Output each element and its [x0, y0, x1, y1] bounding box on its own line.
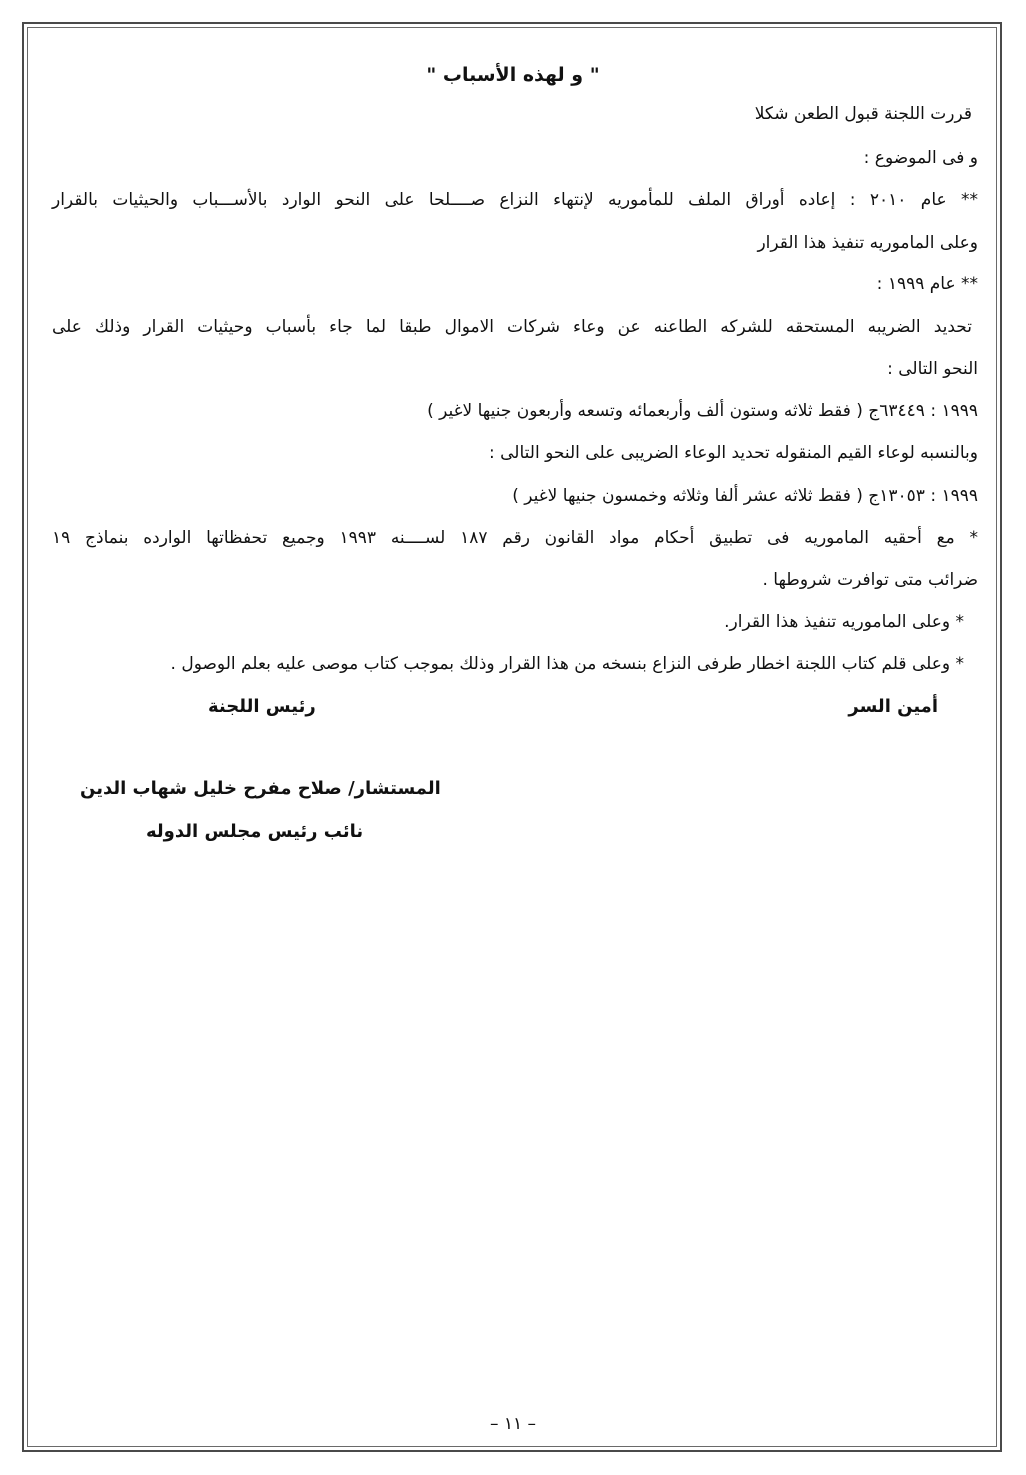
paragraph-tax-determination-line2: النحو التالى :: [887, 359, 978, 379]
paragraph-notification: * وعلى قلم كتاب اللجنة اخطار طرفى النزاع بنسخه من هذا القرار وذلك بموجب كتاب موصى عليه بعلم الوصول .: [170, 654, 964, 674]
paragraph-year-2010-line1: ** عام ٢٠١٠ : إعاده أوراق الملف للمأموريه لإنتهاء النزاع صــــلحا على النحو الوارد بالأســـباب والحيثيات بالقرار: [52, 190, 979, 210]
paragraph-entitlement-line1: * مع أحقيه الماموريه فى تطبيق أحكام مواد القانون رقم ١٨٧ لســــنه ١٩٩٣ وجميع تحفظاتها الوارده بنماذج ١٩: [52, 528, 978, 548]
paragraph-securities-base: وبالنسبه لوعاء القيم المنقوله تحديد الوعاء الضريبى على النحو التالى :: [489, 443, 978, 463]
paragraph-acceptance: قررت اللجنة قبول الطعن شكلا: [754, 104, 972, 124]
paragraph-tax-amount-1: ١٩٩٩ : ٦٣٤٤٩ج ( فقط ثلاثه وستون ألف وأربعمائه وتسعه وأربعون جنيها لاغير ): [427, 401, 978, 421]
signature-committee-head: رئيس اللجنة: [208, 696, 316, 717]
signature-secretary: أمين السر: [848, 696, 938, 717]
decision-heading: " و لهذه الأسباب ": [426, 64, 600, 86]
paragraph-tax-determination-line1: تحديد الضريبه المستحقه للشركه الطاعنه عن وعاء شركات الاموال طبقا لما جاء بأسباب وحيثيات القرار وذلك على: [52, 317, 972, 337]
signature-counselor-name: المستشار/ صلاح مفرح خليل شهاب الدين: [80, 778, 441, 799]
paragraph-tax-amount-2: ١٩٩٩ : ١٣٠٥٣ج ( فقط ثلاثه عشر ألفا وثلاثه وخمسون جنيها لاغير ): [512, 486, 978, 506]
paragraph-year-1999: ** عام ١٩٩٩ :: [876, 274, 978, 294]
paragraph-year-2010-line2: وعلى الماموريه تنفيذ هذا القرار: [757, 233, 978, 253]
paragraph-subject: و فى الموضوع :: [863, 148, 978, 168]
page-number: – ١١ –: [489, 1414, 537, 1434]
signature-counselor-title: نائب رئيس مجلس الدوله: [146, 821, 364, 842]
paragraph-entitlement-line2: ضرائب متى توافرت شروطها .: [762, 570, 978, 590]
paragraph-implementation: * وعلى الماموريه تنفيذ هذا القرار.: [724, 612, 964, 632]
